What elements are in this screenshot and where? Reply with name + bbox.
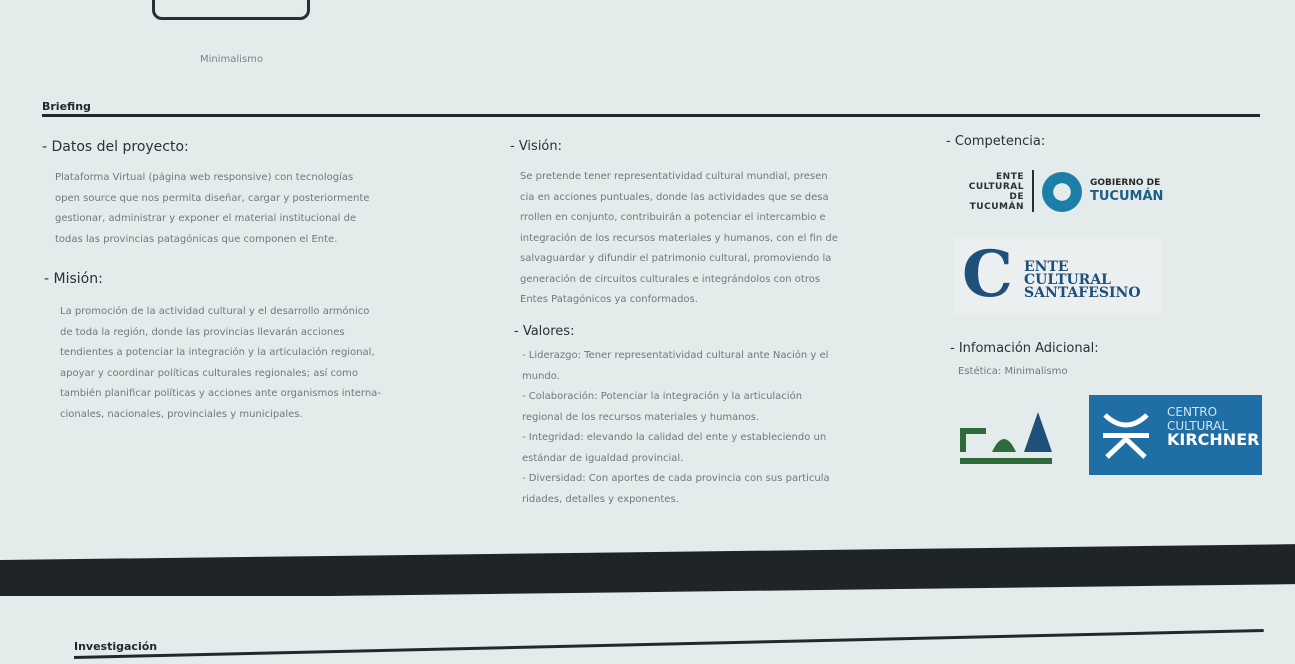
kirchner-text [1167, 405, 1259, 447]
fna-mark-icon [958, 410, 1056, 470]
centro-cultural-kirchner-logo [1089, 395, 1262, 475]
mision-text [60, 302, 381, 425]
vision-line: salvaguardar y difundir el patrimonio cultural, promoviendo la [520, 253, 832, 264]
mision-line: cionales, nacionales, provinciales y municipales. [60, 408, 303, 420]
mision-line: apoyar y coordinar políticas culturales regionales; así como [60, 367, 358, 379]
kirchner-line: KIRCHNER [1167, 430, 1260, 449]
datos-line: open source que nos permita diseñar, cargar y posteriormente [55, 192, 370, 204]
vision-line: rrollen en conjunto, contribuirán a potenciar el intercambio e [520, 212, 826, 223]
adicional-heading: - Infomación Adicional: [950, 341, 1099, 356]
briefing-rule [42, 114, 1260, 117]
santafe-c-letter: C [962, 237, 1013, 312]
ente-tucuman-line: DE TUCUMÁN [969, 192, 1024, 212]
valores-line: estándar de igualdad provincial. [522, 452, 684, 464]
ente-tucuman-line: CULTURAL [968, 182, 1024, 192]
datos-line: Plataforma Virtual (página web responsive) con tecnologías [55, 172, 354, 183]
gob-line: TUCUMÁN [1090, 189, 1164, 204]
valores-line: regional de los recursos materiales y humanos. [522, 411, 760, 423]
kirchner-line: CENTRO [1167, 405, 1218, 419]
santafe-line: SANTAFESINO [1024, 285, 1141, 301]
ente-tucuman-line: ENTE [996, 172, 1024, 182]
gob-line: GOBIERNO DE [1090, 178, 1161, 188]
vision-heading: - Visión: [510, 139, 562, 154]
mision-line: también planificar políticas y acciones ante organismos interna- [60, 388, 381, 399]
sun-emblem-icon [1042, 172, 1082, 212]
top-frame [152, 0, 310, 20]
competencia-heading: - Competencia: [946, 134, 1046, 149]
valores-line: - Diversidad: Con aportes de cada provincia con sus particula [522, 473, 830, 484]
vision-line: cia en acciones puntuales, donde las actividades que se desa [520, 191, 829, 203]
valores-heading: - Valores: [514, 324, 575, 339]
datos-heading: - Datos del proyecto: [42, 139, 189, 155]
santafe-text [1024, 261, 1141, 300]
valores-text [522, 346, 830, 510]
santafe-line: ENTE [1024, 259, 1069, 275]
valores-line: - Integridad: elevando la calidad del ente y estableciendo un [522, 432, 827, 443]
datos-line: todas las provincias patagónicas que componen el Ente. [55, 233, 338, 245]
santafe-line: CULTURAL [1024, 272, 1112, 288]
gobierno-tucuman-text [1090, 176, 1163, 204]
mision-heading: - Misión: [44, 271, 103, 287]
valores-line: mundo. [522, 370, 560, 382]
ente-tucuman-text [952, 172, 1024, 212]
investigacion-label: Investigación [74, 640, 158, 653]
ente-cultural-santafesino-logo [954, 237, 1162, 315]
vision-text [520, 167, 838, 311]
mision-line: de toda la región, donde las provincias llevarán acciones [60, 326, 345, 338]
mision-line: La promoción de la actividad cultural y el desarrollo armónico [60, 306, 370, 317]
fondo-nacional-artes-logo [958, 410, 1056, 470]
vision-line: Se pretende tener representatividad cultural mundial, presen [520, 171, 828, 182]
ente-cultural-tucuman-logo [952, 170, 1164, 218]
slide-divider [0, 544, 1295, 600]
logo-separator [1032, 170, 1034, 212]
valores-line: - Liderazgo: Tener representatividad cultural ante Nación y el [522, 350, 829, 361]
kirchner-mark-icon [1099, 409, 1153, 463]
vision-line: generación de circuitos culturales e integrándolos con otros [520, 273, 821, 285]
mision-line: tendientes a potenciar la integración y la articulación regional, [60, 347, 375, 358]
valores-line: ridades, detalles y exponentes. [522, 493, 679, 505]
datos-line: gestionar, administrar y exponer el material institucional de [55, 213, 357, 224]
datos-text [55, 168, 369, 250]
minimalism-caption: Minimalismo [200, 54, 264, 65]
kirchner-line: CULTURAL [1167, 419, 1229, 433]
vision-line: integración de los recursos materiales y humanos, con el fin de [520, 232, 838, 244]
vision-line: Entes Patagónicos ya conformados. [520, 294, 698, 305]
valores-line: - Colaboración: Potenciar la integración y la articulación [522, 391, 803, 402]
briefing-label: Briefing [42, 100, 91, 113]
estetica-text: Estética: Minimalismo [958, 366, 1068, 377]
